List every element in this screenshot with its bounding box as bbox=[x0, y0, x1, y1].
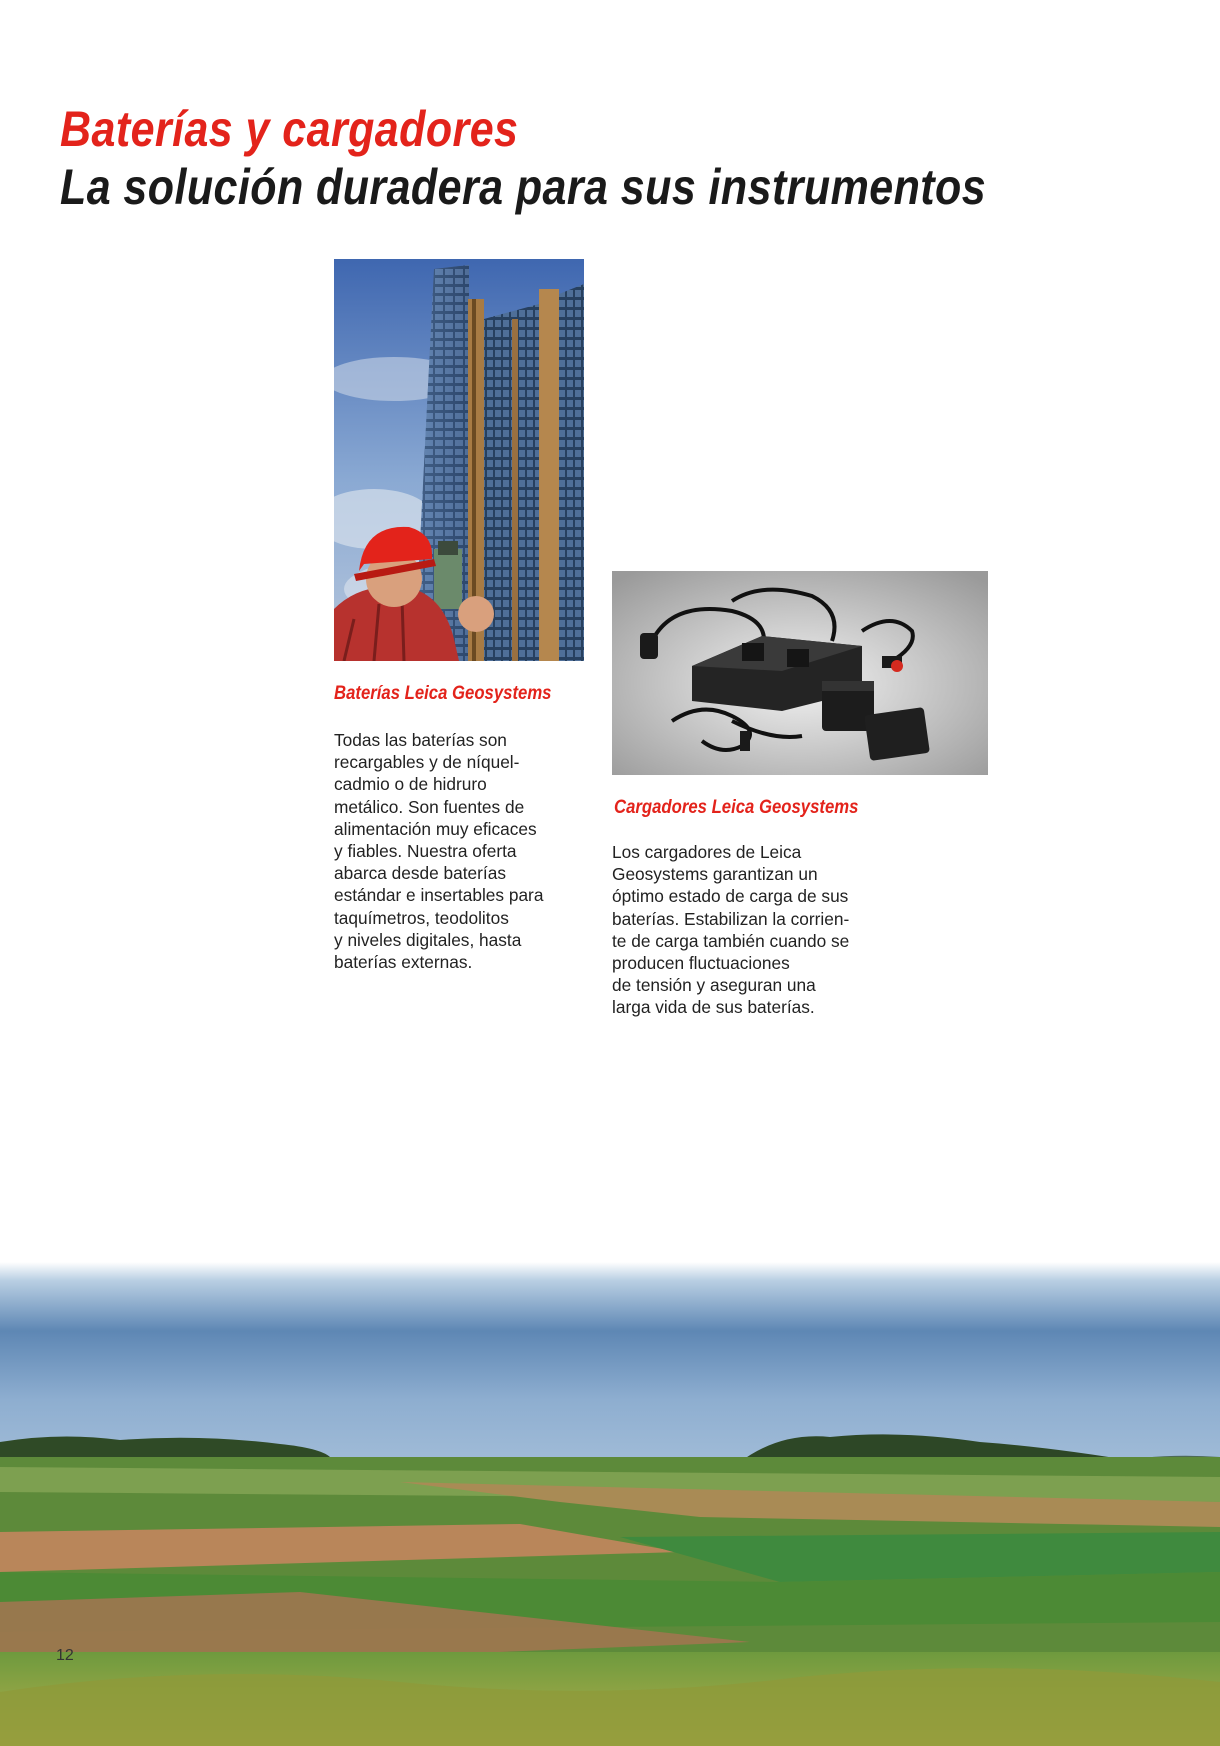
batteries-caption: Baterías Leica Geosystems bbox=[334, 683, 552, 704]
chargers-text-line: te de carga también cuando se bbox=[612, 930, 850, 951]
chargers-text-line: óptimo estado de carga de sus bbox=[612, 886, 849, 907]
batteries-text-line: recargables y de níquel- bbox=[334, 752, 520, 773]
chargers-text-line: producen fluctuaciones bbox=[612, 953, 790, 974]
chargers-description bbox=[612, 841, 912, 1019]
page-number: 12 bbox=[56, 1647, 74, 1664]
surveyor-building-photo bbox=[334, 259, 584, 661]
page-subtitle: La solución duradera para sus instrumentos bbox=[60, 159, 987, 215]
chargers-text-line: larga vida de sus baterías. bbox=[612, 997, 815, 1018]
batteries-text-line: y niveles digitales, hasta bbox=[334, 929, 522, 950]
batteries-text-line: alimentación muy eficaces bbox=[334, 818, 537, 839]
batteries-text-line: estándar e insertables para bbox=[334, 885, 544, 906]
landscape-photo bbox=[0, 1262, 1220, 1746]
chargers-text-line: Los cargadores de Leica bbox=[612, 842, 802, 862]
batteries-text-line: abarca desde baterías bbox=[334, 863, 506, 884]
batteries-text-line: y fiables. Nuestra oferta bbox=[334, 841, 517, 862]
batteries-text-line: metálico. Son fuentes de bbox=[334, 796, 525, 817]
batteries-text-line: Todas las baterías son bbox=[334, 730, 507, 750]
batteries-text-line: taquímetros, teodolitos bbox=[334, 907, 509, 928]
chargers-text-line: de tensión y aseguran una bbox=[612, 975, 816, 996]
chargers-text-line: baterías. Estabilizan la corrien- bbox=[612, 908, 850, 929]
batteries-description bbox=[334, 729, 594, 973]
page-title: Baterías y cargadores bbox=[60, 101, 519, 157]
charger-photo bbox=[612, 571, 988, 775]
batteries-text-line: cadmio o de hidruro bbox=[334, 774, 487, 795]
chargers-caption: Cargadores Leica Geosystems bbox=[614, 797, 859, 818]
chargers-text-line: Geosystems garantizan un bbox=[612, 864, 818, 885]
batteries-text-line: baterías externas. bbox=[334, 952, 473, 973]
